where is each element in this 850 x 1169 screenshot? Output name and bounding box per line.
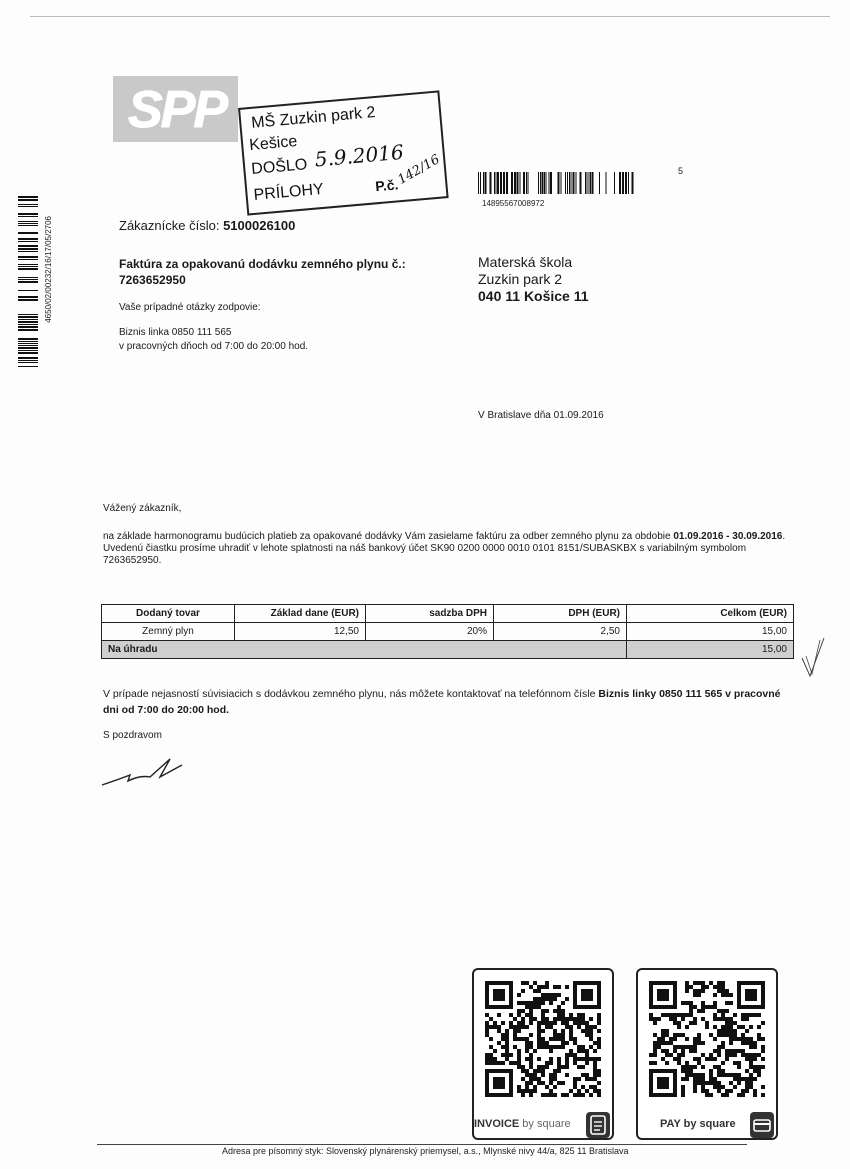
card-icon — [750, 1112, 774, 1138]
table-header-row — [102, 605, 794, 623]
barcode-number: 14895567008972 — [482, 199, 545, 208]
invoice-title-text: Faktúra za opakovanú dodávku zemného plynu č.: — [119, 257, 406, 271]
recipient-city: 040 11 Košice 11 — [478, 288, 589, 304]
cell-vat: 2,50 — [494, 623, 627, 641]
signature — [100, 755, 184, 789]
scan-top-edge — [30, 16, 830, 17]
questions-text: Vaše prípadné otázky zodpovie: — [119, 302, 261, 313]
handwritten-tick-mark — [798, 634, 828, 680]
customer-number-label: Zákaznícke číslo: — [119, 218, 220, 233]
invoice-qr-code — [485, 981, 601, 1097]
header-vat: DPH (EUR) — [494, 605, 627, 623]
document-icon — [586, 1112, 610, 1138]
recipient-address — [478, 254, 589, 305]
barcode-vertical — [18, 196, 38, 368]
place-date: V Bratislave dňa 01.09.2016 — [478, 410, 604, 421]
invoice-by-square-box — [472, 968, 614, 1140]
footer-address: Adresa pre písomný styk: Slovenský plynárenský priemysel, a.s., Mlynské nivy 44/a, 825 11 Bratislava — [222, 1146, 629, 1156]
letter-p1-end: . — [782, 531, 786, 542]
cell-total-label: Na úhradu — [102, 641, 627, 659]
contact-text: V prípade nejasností súvisiacich s dodávkou zemného plynu, nás môžete kontaktovať na telefónnom čísle — [103, 688, 599, 700]
barcode-horizontal — [478, 172, 634, 194]
invoice-number: 7263652950 — [119, 273, 186, 287]
stamp-number-label: P.č. — [374, 176, 400, 195]
stamp-handwritten-date: 5.9.2016 — [313, 139, 405, 172]
stamp-received-label: DOŠLO — [250, 156, 308, 179]
greeting: Vážený zákazník, — [103, 503, 182, 514]
pay-by-square-box — [636, 968, 778, 1140]
header-vat-rate: sadzba DPH — [366, 605, 494, 623]
side-code: 4650/02/00232/16/17/05/2706 — [44, 216, 53, 323]
invoice-title — [119, 256, 449, 288]
letter-paragraph-2: Uvedenú čiastku prosíme uhradiť v lehote splatnosti na náš bankový účet SK90 0200 0000 0010 0101 8151/SUBASKBX s variabilným symbolom 7263652950. — [103, 543, 747, 566]
contact-hours: od 7:00 do 20:00 hod. — [121, 704, 230, 716]
cell-total: 15,00 — [627, 623, 794, 641]
invoice-table — [101, 604, 794, 659]
pay-by-square-label: PAY by square — [660, 1118, 736, 1130]
cell-amount-due: 15,00 — [627, 641, 794, 659]
contact-hotline: Biznis linky 0850 111 565 v pracovné dni — [103, 688, 781, 716]
invoice-by-square-label — [474, 1118, 571, 1130]
stamp-city: Kešice — [248, 133, 298, 155]
stamp-handwritten-number: 142/16 — [395, 152, 443, 188]
regards: S pozdravom — [103, 730, 162, 741]
contact-paragraph — [103, 686, 783, 718]
recipient-street: Zuzkin park 2 — [478, 271, 563, 287]
page-number: 5 — [678, 166, 684, 176]
header-goods: Dodaný tovar — [102, 605, 235, 623]
stamp-attachments-label: PRÍLOHY — [252, 180, 325, 204]
cell-item: Zemný plyn — [102, 623, 235, 641]
table-total-row — [102, 641, 794, 659]
cell-rate: 20% — [366, 623, 494, 641]
customer-number-value: 5100026100 — [223, 218, 296, 233]
letter-p1-text: na základe harmonogramu budúcich platieb za opakované dodávky Vám zasielame faktúru za odber zemného plynu za obdobie — [103, 531, 674, 542]
hotline-info — [119, 326, 308, 354]
hotline-hours: v pracovných dňoch od 7:00 do 20:00 hod. — [119, 341, 309, 352]
invoice-label-suffix: by square — [522, 1118, 571, 1130]
footer-divider — [97, 1144, 747, 1145]
header-tax-base: Základ dane (EUR) — [235, 605, 366, 623]
cell-base: 12,50 — [235, 623, 366, 641]
letter-body — [103, 531, 803, 567]
received-stamp — [238, 90, 449, 215]
table-row — [102, 623, 794, 641]
letter-paragraph-1 — [103, 531, 803, 543]
invoice-label-bold: INVOICE — [474, 1118, 520, 1130]
recipient-name: Materská škola — [478, 254, 573, 270]
hotline-number: Biznis linka 0850 111 565 — [119, 327, 232, 338]
spp-logo: SPP — [128, 81, 227, 139]
stamp-school-name: MŠ Zuzkin park 2 — [250, 104, 377, 132]
billing-period: 01.09.2016 - 30.09.2016 — [673, 531, 783, 542]
header-total: Celkom (EUR) — [627, 605, 794, 623]
customer-number — [119, 218, 295, 233]
pay-qr-code — [649, 981, 765, 1097]
